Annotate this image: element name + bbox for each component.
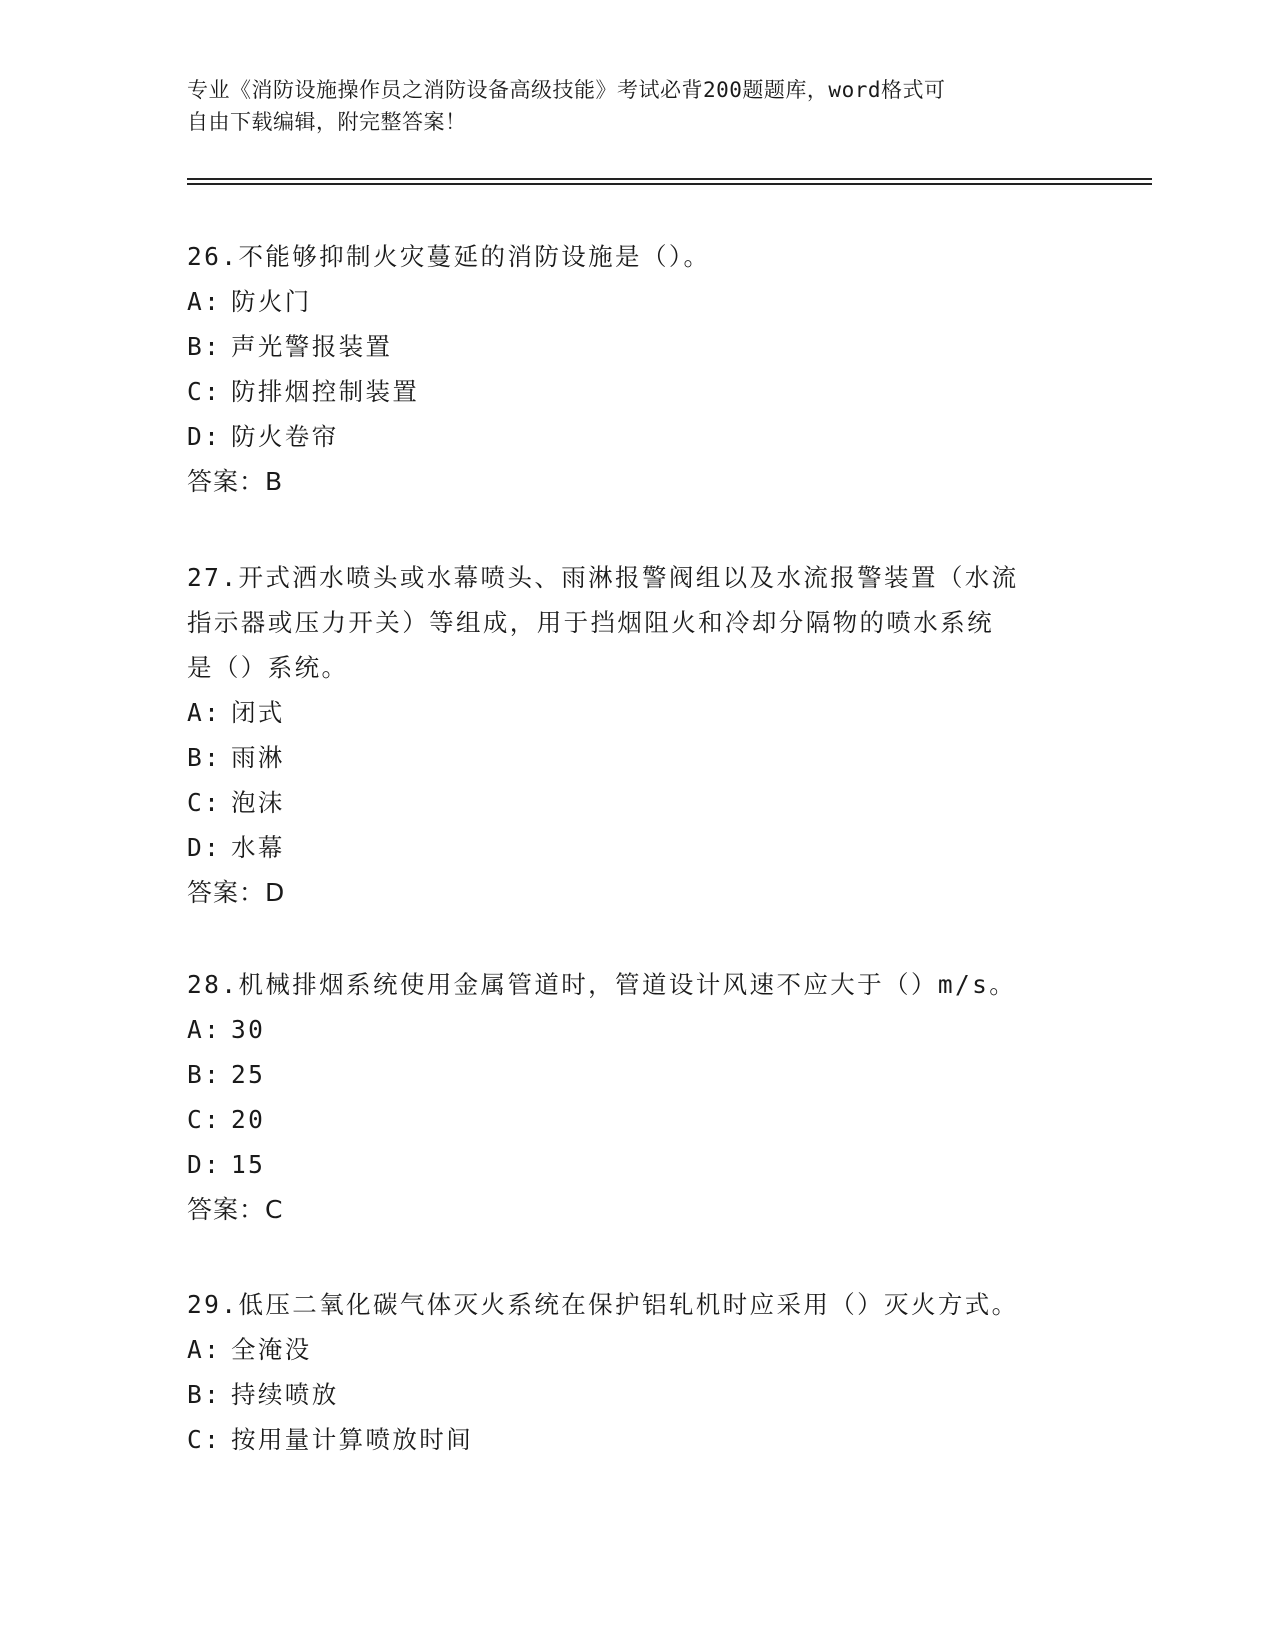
option-d [187,414,1087,459]
question-stem: 29.低压二氧化碳气体灭火系统在保护铝轧机时应采用（）灭火方式。 [187,1290,1019,1319]
option-label: B: [187,332,222,361]
question-26 [187,234,1087,505]
option-label: B: [187,1060,222,1089]
option-a [187,1007,1087,1052]
option-b [187,1372,1087,1417]
option-text: 持续喷放 [231,1380,339,1409]
option-label: A: [187,698,222,727]
option-text: 全淹没 [231,1335,312,1364]
option-a [187,1327,1087,1372]
option-label: A: [187,287,222,316]
option-a [187,690,1087,735]
option-text: 防火卷帘 [231,422,339,451]
question-stem: 26.不能够抑制火灾蔓延的消防设施是（）。 [187,242,711,271]
option-text: 水幕 [231,833,285,862]
option-text: 防火门 [231,287,312,316]
option-text: 30 [231,1015,266,1044]
answer-line: 答案：C [187,1195,284,1224]
question-27 [187,555,1087,916]
option-b [187,324,1087,369]
option-c [187,780,1087,825]
option-text: 20 [231,1105,266,1134]
option-c [187,1097,1087,1142]
header-divider-top [187,178,1152,180]
option-d [187,1142,1087,1187]
answer-line: 答案：B [187,467,284,496]
option-text: 15 [231,1150,266,1179]
option-text: 25 [231,1060,266,1089]
option-label: A: [187,1335,222,1364]
option-label: C: [187,1105,222,1134]
option-text: 声光警报装置 [231,332,393,361]
option-label: A: [187,1015,222,1044]
option-text: 闭式 [231,698,285,727]
question-28 [187,962,1087,1233]
option-a [187,279,1087,324]
question-stem-line-2: 指示器或压力开关）等组成，用于挡烟阻火和冷却分隔物的喷水系统 [187,608,994,637]
option-text: 泡沫 [231,788,285,817]
option-text: 防排烟控制装置 [231,377,420,406]
option-label: C: [187,1425,222,1454]
option-label: C: [187,377,222,406]
option-label: B: [187,1380,222,1409]
option-label: D: [187,833,222,862]
option-label: D: [187,1150,222,1179]
option-b [187,1052,1087,1097]
answer-line: 答案：D [187,878,286,907]
option-label: C: [187,788,222,817]
option-text: 雨淋 [231,743,285,772]
header-line-1: 专业《消防设施操作员之消防设备高级技能》考试必背200题题库，word格式可 [187,78,946,102]
option-d [187,825,1087,870]
question-stem-line-1: 27.开式洒水喷头或水幕喷头、雨淋报警阀组以及水流报警装置（水流 [187,563,1019,592]
document-header [187,74,1067,138]
question-stem: 28.机械排烟系统使用金属管道时，管道设计风速不应大于（）m/s。 [187,970,1017,999]
option-c [187,1417,1087,1462]
header-line-2: 自由下载编辑，附完整答案！ [187,110,467,134]
option-b [187,735,1087,780]
option-text: 按用量计算喷放时间 [231,1425,474,1454]
header-divider-bottom [187,183,1152,185]
option-label: B: [187,743,222,772]
question-29 [187,1282,1087,1462]
option-label: D: [187,422,222,451]
option-c [187,369,1087,414]
question-stem-line-3: 是（）系统。 [187,653,349,682]
